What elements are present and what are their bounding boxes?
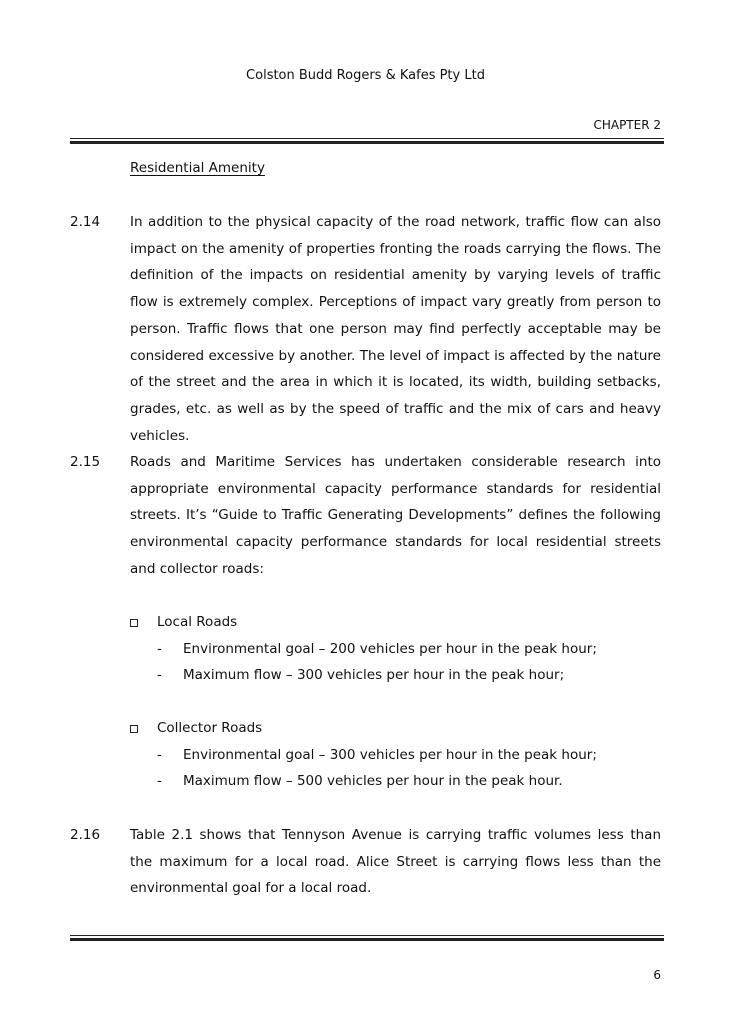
list-item-label: Collector Roads bbox=[157, 720, 263, 736]
square-bullet-icon bbox=[130, 619, 138, 627]
paragraph-2-15 bbox=[70, 449, 664, 583]
sub-list-text: Maximum flow – 500 vehicles per hour in the peak hour. bbox=[183, 773, 563, 789]
footer-divider bbox=[70, 935, 664, 942]
paragraph-2-14 bbox=[70, 209, 664, 449]
list-item-label: Local Roads bbox=[157, 614, 238, 630]
chapter-label: CHAPTER 2 bbox=[593, 118, 661, 132]
square-bullet-icon bbox=[130, 725, 138, 733]
paragraph-text: Table 2.1 shows that Tennyson Avenue is carrying traffic volumes less than the maximum for a local road. Alice Street is carrying flows less than the environmental goal for a local road. bbox=[130, 827, 661, 897]
dash-bullet: - bbox=[157, 773, 162, 789]
header-divider bbox=[70, 138, 664, 145]
sub-list-text: Environmental goal – 200 vehicles per hour in the peak hour; bbox=[183, 641, 597, 657]
paragraph-number: 2.15 bbox=[70, 454, 101, 470]
dash-bullet: - bbox=[157, 641, 162, 657]
company-name: Colston Budd Rogers & Kafes Pty Ltd bbox=[246, 68, 485, 83]
page-number: 6 bbox=[653, 968, 661, 982]
sub-list-text: Environmental goal – 300 vehicles per hour in the peak hour; bbox=[183, 747, 597, 763]
dash-bullet: - bbox=[157, 747, 162, 763]
paragraph-text: In addition to the physical capacity of the road network, traffic flow can also impact on the amenity of properties fronting the roads carrying the flows. The definition of the impacts on residential amenity by varying levels of traffic flow is extremely complex. Perceptions of impact vary greatly from person to person. Traffic flows that one person may find perfectly acceptable may be considered excessive by another. The level of impact is affected by the nature of the street and the area in which it is located, its width, building setbacks, grades, etc. as well as by the speed of traffic and the mix of cars and heavy vehicles. bbox=[130, 214, 661, 444]
paragraph-number: 2.14 bbox=[70, 214, 101, 230]
paragraph-text: Roads and Maritime Services has undertaken considerable research into appropriate environmental capacity performance standards for residential streets. It’s “Guide to Traffic Generating Developments” defines the following environmental capacity performance standards for local residential streets and collector roads: bbox=[130, 454, 661, 577]
paragraph-number: 2.16 bbox=[70, 827, 101, 843]
sub-list-text: Maximum flow – 300 vehicles per hour in the peak hour; bbox=[183, 667, 565, 683]
paragraph-2-16 bbox=[70, 822, 664, 902]
section-heading: Residential Amenity bbox=[130, 160, 265, 176]
dash-bullet: - bbox=[157, 667, 162, 683]
